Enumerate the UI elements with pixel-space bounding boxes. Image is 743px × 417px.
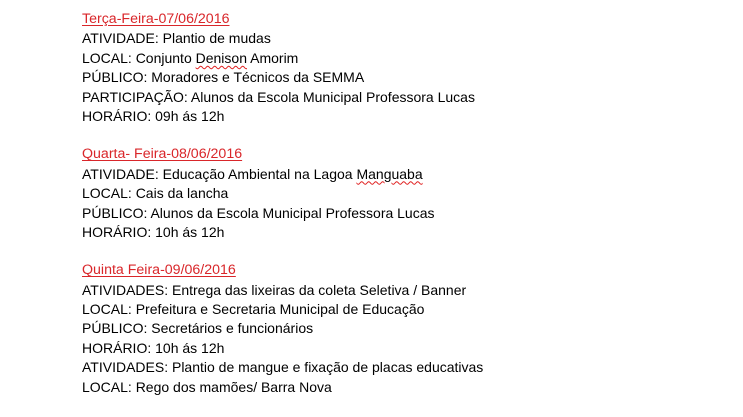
location-line: LOCAL: Rego dos mamões/ Barra Nova bbox=[82, 378, 332, 395]
time-line: HORÁRIO: 10h ás 12h bbox=[82, 339, 225, 356]
day-section-quarta bbox=[82, 145, 732, 242]
time-line: HORÁRIO: 10h ás 12h bbox=[82, 223, 225, 240]
day-date-heading: Terça-Feira-07/06/2016 bbox=[82, 11, 230, 27]
activities-line: ATIVIDADES: Plantio de mangue e fixação de placas educativas bbox=[82, 359, 484, 376]
location-line: LOCAL: Cais da lancha bbox=[82, 185, 229, 202]
spellcheck-word: Manguaba bbox=[356, 165, 423, 182]
day-date-heading: Quarta- Feira-08/06/2016 bbox=[82, 146, 243, 163]
audience-line: PÚBLICO: Moradores e Técnicos da SEMMA bbox=[82, 69, 365, 86]
day-section-terca bbox=[82, 10, 732, 126]
activity-line: ATIVIDADE: Plantio de mudas bbox=[82, 30, 271, 47]
document-page bbox=[82, 10, 732, 416]
audience-line: PÚBLICO: Alunos da Escola Municipal Professora Lucas bbox=[82, 204, 435, 221]
location-line: LOCAL: Prefeitura e Secretaria Municipal de Educação bbox=[82, 301, 425, 318]
time-line: HORÁRIO: 09h ás 12h bbox=[82, 107, 225, 124]
day-section-quinta bbox=[82, 261, 732, 397]
location-line: LOCAL: Conjunto Denison Amorim bbox=[82, 49, 299, 66]
activity-line: ATIVIDADE: Educação Ambiental na Lagoa Manguaba bbox=[82, 165, 423, 182]
activities-line: ATIVIDADES: Entrega das lixeiras da coleta Seletiva / Banner bbox=[82, 281, 467, 298]
audience-line: PÚBLICO: Secretários e funcionários bbox=[82, 320, 314, 337]
participation-line: PARTICIPAÇÃO: Alunos da Escola Municipal Professora Lucas bbox=[82, 88, 475, 105]
day-date-heading: Quinta Feira-09/06/2016 bbox=[82, 262, 236, 279]
spellcheck-word: Denison bbox=[195, 49, 247, 66]
